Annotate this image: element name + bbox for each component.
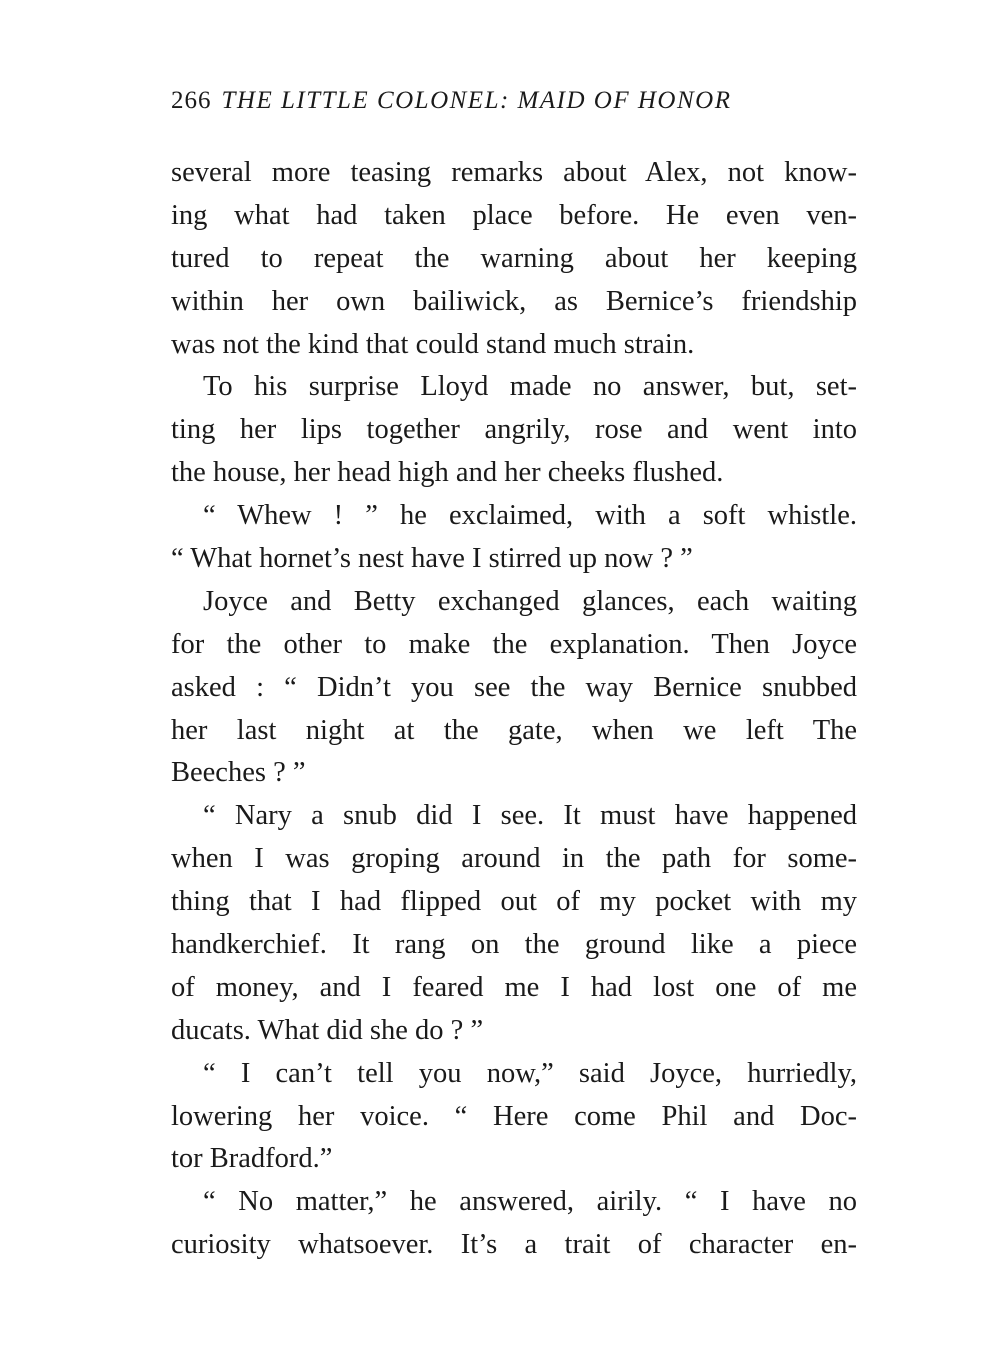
text-line: “ Nary a snub did I see. It must have happened xyxy=(203,800,857,832)
text-line: several more teasing remarks about Alex, not know- xyxy=(171,157,857,188)
text-line: tured to repeat the warning about her keeping xyxy=(171,242,857,274)
text-line: To his surprise Lloyd made no answer, but, set- xyxy=(203,371,857,403)
text-line: “ No matter,” he answered, airily. “ I have no xyxy=(203,1186,857,1218)
text-line: curiosity whatsoever. It’s a trait of character en- xyxy=(171,1229,857,1261)
running-head xyxy=(171,84,857,118)
text-line: lowering her voice. “ Here come Phil and Doc- xyxy=(171,1100,857,1132)
text-line: Beeches ? ” xyxy=(171,757,306,789)
text-line: thing that I had flipped out of my pocket with my xyxy=(171,886,857,918)
text-line: handkerchief. It rang on the ground like a piece xyxy=(171,929,857,961)
body-text xyxy=(171,152,857,1267)
text-line: ting her lips together angrily, rose and went into xyxy=(171,414,857,446)
text-line: ducats. What did she do ? ” xyxy=(171,1014,484,1046)
text-line: was not the kind that could stand much strain. xyxy=(171,328,695,360)
text-line: tor Bradford.” xyxy=(171,1143,333,1175)
book-page xyxy=(171,84,857,1267)
page-number: 266 xyxy=(171,87,212,114)
text-line: her last night at the gate, when we left The xyxy=(171,714,857,746)
text-line: for the other to make the explanation. Then Joyce xyxy=(171,628,857,660)
text-line: “ I can’t tell you now,” said Joyce, hurriedly, xyxy=(203,1057,857,1089)
text-line: the house, her head high and her cheeks flushed. xyxy=(171,457,724,489)
text-line: ing what had taken place before. He even ven- xyxy=(171,199,857,231)
text-line: “ Whew ! ” he exclaimed, with a soft whistle. xyxy=(203,500,857,532)
running-title: THE LITTLE COLONEL: MAID OF HONOR xyxy=(221,87,732,114)
text-line: Joyce and Betty exchanged glances, each waiting xyxy=(203,585,857,617)
text-line: asked : “ Didn’t you see the way Bernice snubbed xyxy=(171,671,857,703)
text-line: within her own bailiwick, as Bernice’s friendship xyxy=(171,285,857,317)
text-line: when I was groping around in the path for some- xyxy=(171,843,857,875)
text-line: “ What hornet’s nest have I stirred up now ? ” xyxy=(171,543,693,575)
text-line: of money, and I feared me I had lost one of me xyxy=(171,971,857,1003)
